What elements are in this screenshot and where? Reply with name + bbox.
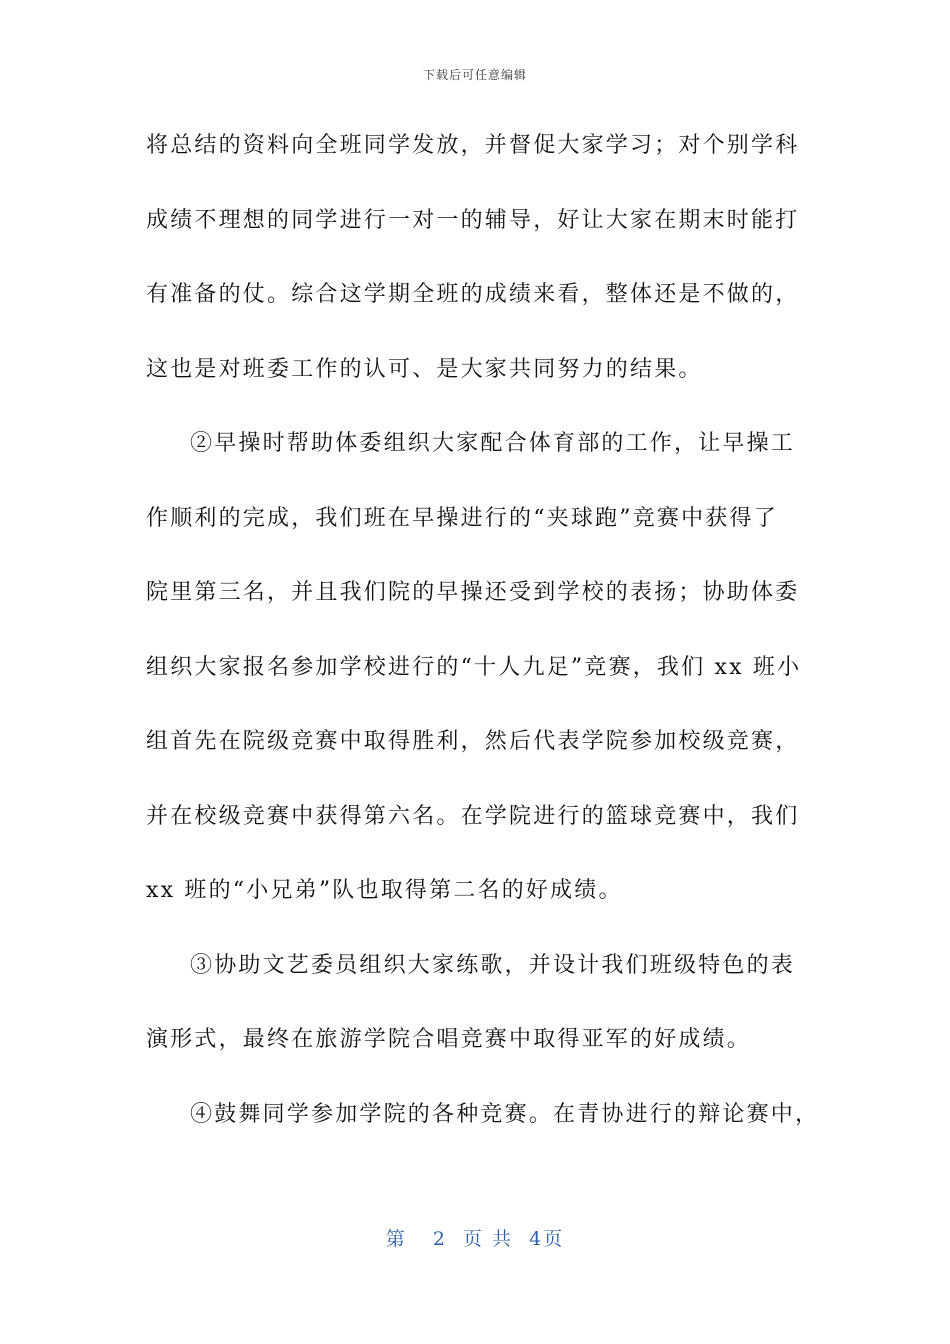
paragraph-start-line: ③协助文艺委员组织大家练歌，并设计我们班级特色的表	[190, 952, 796, 978]
footer-page-number: 2	[432, 1228, 447, 1250]
text-line: 将总结的资料向全班同学发放，并督促大家学习；对个别学科	[146, 133, 800, 158]
text-line: 作顺利的完成，我们班在早操进行的“夹球跑”竞赛中获得了	[146, 505, 778, 531]
footer-middle: 页 共	[463, 1228, 514, 1250]
document-body	[146, 118, 820, 1161]
paragraph-start-line: ②早操时帮助体委组织大家配合体育部的工作，让早操工	[190, 431, 796, 456]
text-line: xx 班的“小兄弟”队也取得第二名的好成绩。	[146, 878, 623, 903]
page-header: 下载后可任意编辑	[422, 68, 527, 82]
footer-suffix: 页	[543, 1228, 565, 1250]
text-line: 组织大家报名参加学校进行的“十人九足”竞赛，我们 xx 班小	[146, 654, 802, 680]
text-line: 成绩不理想的同学进行一对一的辅导，好让大家在期末时能打	[146, 207, 800, 233]
footer-prefix: 第	[385, 1228, 407, 1250]
text-line: 院里第三名，并且我们院的早操还受到学校的表扬；协助体委	[146, 580, 800, 605]
text-line: 并在校级竞赛中获得第六名。在学院进行的篮球竞赛中，我们	[146, 803, 800, 829]
text-line: 有准备的仗。综合这学期全班的成绩来看，整体还是不做的，	[146, 282, 800, 307]
paragraph-start-line: ④鼓舞同学参加学院的各种竞赛。在青协进行的辩论赛中，	[190, 1101, 820, 1127]
text-line: 演形式，最终在旅游学院合唱竞赛中取得亚军的好成绩。	[146, 1027, 752, 1052]
text-line: 这也是对班委工作的认可、是大家共同努力的结果。	[146, 356, 703, 382]
page-footer	[0, 1224, 950, 1251]
footer-total-pages: 4	[529, 1228, 544, 1250]
text-line: 组首先在院级竞赛中取得胜利，然后代表学院参加校级竞赛，	[146, 729, 800, 754]
